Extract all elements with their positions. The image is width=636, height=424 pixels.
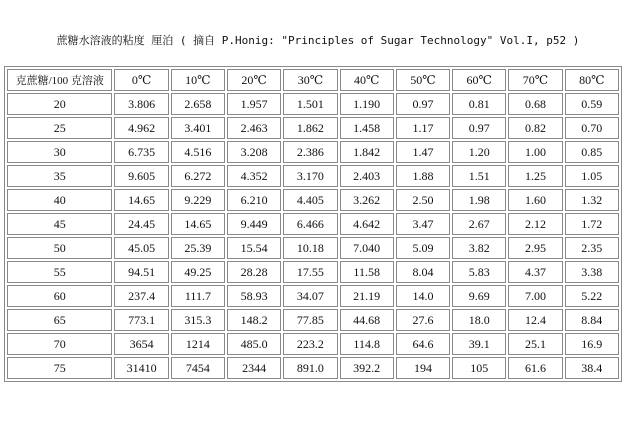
table-cell: 18.0 (452, 309, 506, 331)
row-label: 75 (7, 357, 112, 379)
row-label: 30 (7, 141, 112, 163)
table-cell: 44.68 (340, 309, 394, 331)
table-cell: 34.07 (283, 285, 337, 307)
table-cell: 14.0 (396, 285, 450, 307)
row-label: 35 (7, 165, 112, 187)
table-cell: 2.386 (283, 141, 337, 163)
table-cell: 3.262 (340, 189, 394, 211)
table-cell: 49.25 (171, 261, 225, 283)
table-cell: 891.0 (283, 357, 337, 379)
table-cell: 148.2 (227, 309, 281, 331)
row-label: 40 (7, 189, 112, 211)
column-header: 60℃ (452, 69, 506, 91)
table-cell: 3654 (114, 333, 168, 355)
table-cell: 1.98 (452, 189, 506, 211)
table-cell: 1.17 (396, 117, 450, 139)
table-row (7, 117, 619, 139)
table-cell: 64.6 (396, 333, 450, 355)
table-cell: 7.040 (340, 237, 394, 259)
column-header: 10℃ (171, 69, 225, 91)
row-label: 50 (7, 237, 112, 259)
table-cell: 5.83 (452, 261, 506, 283)
row-label: 60 (7, 285, 112, 307)
table-cell: 2344 (227, 357, 281, 379)
table-cell: 45.05 (114, 237, 168, 259)
table-cell: 2.658 (171, 93, 225, 115)
table-cell: 7.00 (508, 285, 562, 307)
table-row (7, 309, 619, 331)
table-cell: 4.405 (283, 189, 337, 211)
table-cell: 5.22 (565, 285, 619, 307)
row-label: 55 (7, 261, 112, 283)
table-cell: 9.229 (171, 189, 225, 211)
table-cell: 10.18 (283, 237, 337, 259)
table-cell: 485.0 (227, 333, 281, 355)
table-cell: 6.466 (283, 213, 337, 235)
table-cell: 2.95 (508, 237, 562, 259)
table-cell: 0.70 (565, 117, 619, 139)
column-header: 0℃ (114, 69, 168, 91)
table-cell: 9.449 (227, 213, 281, 235)
column-header: 20℃ (227, 69, 281, 91)
table-row (7, 333, 619, 355)
table-row (7, 189, 619, 211)
table-cell: 0.68 (508, 93, 562, 115)
table-cell: 9.69 (452, 285, 506, 307)
table-cell: 39.1 (452, 333, 506, 355)
table-cell: 1.05 (565, 165, 619, 187)
table-cell: 105 (452, 357, 506, 379)
row-label: 25 (7, 117, 112, 139)
table-cell: 17.55 (283, 261, 337, 283)
table-cell: 94.51 (114, 261, 168, 283)
corner-header: 克蔗糖/100 克溶液 (7, 69, 112, 91)
table-cell: 1.72 (565, 213, 619, 235)
table-cell: 1.32 (565, 189, 619, 211)
table-cell: 1.957 (227, 93, 281, 115)
table-cell: 1.501 (283, 93, 337, 115)
row-label: 70 (7, 333, 112, 355)
table-cell: 58.93 (227, 285, 281, 307)
table-cell: 4.516 (171, 141, 225, 163)
table-row (7, 357, 619, 379)
table-row (7, 213, 619, 235)
table-cell: 25.1 (508, 333, 562, 355)
table-cell: 12.4 (508, 309, 562, 331)
table-cell: 223.2 (283, 333, 337, 355)
table-cell: 11.58 (340, 261, 394, 283)
table-cell: 1.20 (452, 141, 506, 163)
table-cell: 2.403 (340, 165, 394, 187)
table-cell: 6.272 (171, 165, 225, 187)
table-cell: 3.208 (227, 141, 281, 163)
table-cell: 1.190 (340, 93, 394, 115)
table-cell: 24.45 (114, 213, 168, 235)
table-cell: 31410 (114, 357, 168, 379)
table-cell: 1.842 (340, 141, 394, 163)
table-cell: 1.00 (508, 141, 562, 163)
column-header: 50℃ (396, 69, 450, 91)
table-cell: 114.8 (340, 333, 394, 355)
viscosity-table (4, 66, 622, 382)
table-cell: 392.2 (340, 357, 394, 379)
table-row (7, 141, 619, 163)
row-label: 45 (7, 213, 112, 235)
table-cell: 1214 (171, 333, 225, 355)
table-cell: 3.401 (171, 117, 225, 139)
table-cell: 1.25 (508, 165, 562, 187)
column-header: 30℃ (283, 69, 337, 91)
column-header: 40℃ (340, 69, 394, 91)
table-cell: 6.210 (227, 189, 281, 211)
table-cell: 3.82 (452, 237, 506, 259)
table-cell: 0.97 (396, 93, 450, 115)
table-row (7, 285, 619, 307)
table-cell: 8.04 (396, 261, 450, 283)
column-header: 70℃ (508, 69, 562, 91)
table-cell: 0.85 (565, 141, 619, 163)
table-cell: 2.463 (227, 117, 281, 139)
table-cell: 111.7 (171, 285, 225, 307)
table-cell: 1.458 (340, 117, 394, 139)
column-header: 80℃ (565, 69, 619, 91)
table-cell: 3.806 (114, 93, 168, 115)
table-cell: 9.605 (114, 165, 168, 187)
table-cell: 0.97 (452, 117, 506, 139)
table-cell: 28.28 (227, 261, 281, 283)
table-cell: 14.65 (114, 189, 168, 211)
table-cell: 1.862 (283, 117, 337, 139)
table-cell: 2.35 (565, 237, 619, 259)
table-cell: 77.85 (283, 309, 337, 331)
table-row (7, 93, 619, 115)
table-cell: 0.59 (565, 93, 619, 115)
table-cell: 3.170 (283, 165, 337, 187)
table-cell: 3.38 (565, 261, 619, 283)
table-cell: 4.642 (340, 213, 394, 235)
table-cell: 2.67 (452, 213, 506, 235)
table-cell: 38.4 (565, 357, 619, 379)
table-row (7, 165, 619, 187)
row-label: 20 (7, 93, 112, 115)
table-cell: 4.962 (114, 117, 168, 139)
table-cell: 8.84 (565, 309, 619, 331)
page-title: 蔗糖水溶液的粘度 厘泊 ( 摘自 P.Honig: "Principles of Sugar Technology" Vol.I, p52 ) (56, 34, 580, 47)
table-cell: 16.9 (565, 333, 619, 355)
table-cell: 194 (396, 357, 450, 379)
table-cell: 315.3 (171, 309, 225, 331)
header-row (7, 69, 619, 91)
table-cell: 4.352 (227, 165, 281, 187)
table-row (7, 261, 619, 283)
table-cell: 2.50 (396, 189, 450, 211)
table-cell: 1.60 (508, 189, 562, 211)
table-cell: 0.82 (508, 117, 562, 139)
table-cell: 61.6 (508, 357, 562, 379)
table-cell: 6.735 (114, 141, 168, 163)
row-label: 65 (7, 309, 112, 331)
table-cell: 21.19 (340, 285, 394, 307)
table-cell: 237.4 (114, 285, 168, 307)
table-cell: 5.09 (396, 237, 450, 259)
table-cell: 773.1 (114, 309, 168, 331)
table-cell: 0.81 (452, 93, 506, 115)
table-cell: 4.37 (508, 261, 562, 283)
table-cell: 2.12 (508, 213, 562, 235)
table-cell: 3.47 (396, 213, 450, 235)
table-cell: 14.65 (171, 213, 225, 235)
table-cell: 1.51 (452, 165, 506, 187)
table-cell: 1.88 (396, 165, 450, 187)
table-cell: 25.39 (171, 237, 225, 259)
table-cell: 7454 (171, 357, 225, 379)
table-cell: 27.6 (396, 309, 450, 331)
table-row (7, 237, 619, 259)
table-cell: 15.54 (227, 237, 281, 259)
table-cell: 1.47 (396, 141, 450, 163)
